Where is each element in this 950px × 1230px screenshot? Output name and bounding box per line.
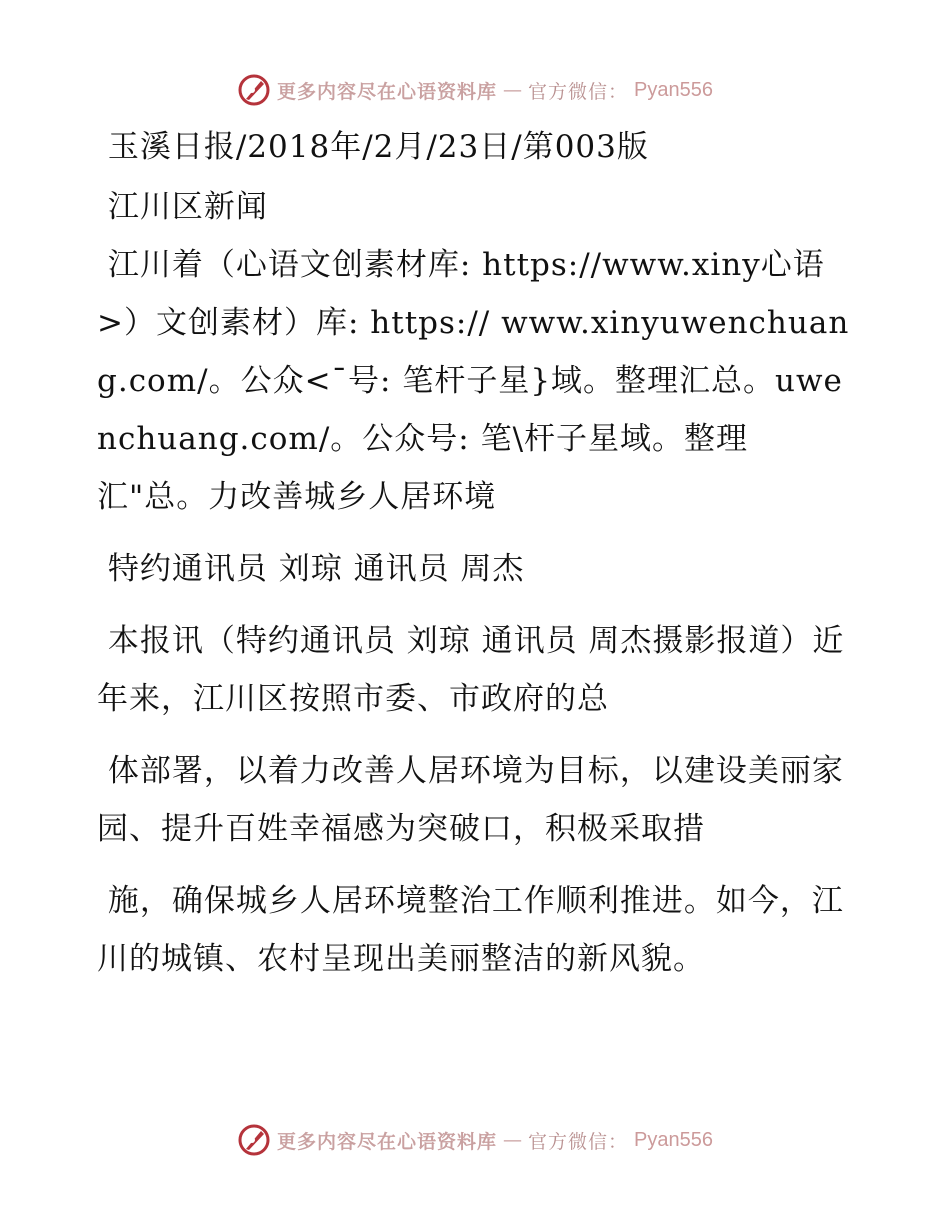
quill-logo-icon bbox=[237, 1123, 271, 1157]
watermark-wechat-label: 官方微信： bbox=[528, 80, 629, 103]
body-paragraph-1: 本报讯（特约通讯员 刘琼 通讯员 周杰摄影报道）近年来，江川区按照市委、市政府的总 bbox=[97, 623, 845, 717]
watermark-wechat-id: Pyan556 bbox=[634, 78, 713, 101]
watermark-separator: — bbox=[503, 1129, 523, 1151]
watermark-wechat-id: Pyan556 bbox=[634, 1128, 713, 1151]
watermark-banner-top bbox=[0, 70, 950, 110]
section-title: 江川区新闻 bbox=[97, 189, 268, 225]
watermark-main-text: 更多内容尽在心语资料库 bbox=[277, 1130, 498, 1153]
quill-logo-icon bbox=[237, 73, 271, 107]
watermark-main-text: 更多内容尽在心语资料库 bbox=[277, 80, 498, 103]
source-line: 玉溪日报/2018年/2月/23日/第003版 bbox=[97, 129, 649, 165]
body-paragraph-2: 体部署，以着力改善人居环境为目标，以建设美丽家园、提升百姓幸福感为突破口，积极采取措 bbox=[97, 753, 844, 847]
body-paragraph-3: 施，确保城乡人居环境整治工作顺利推进。如今，江川的城镇、农村呈现出美丽整洁的新风貌。 bbox=[97, 883, 844, 977]
watermark-separator: — bbox=[503, 79, 523, 101]
article-content bbox=[97, 118, 857, 988]
headline-block: 江川着（心语文创素材库: https://www.xiny心语>）文创素材）库: https:// www.xinyuwenchuang.com/。公众<¯号: 笔杆子星}域。整理汇总。uwenchuang.com/。公众号: 笔\杆子星域。整理汇"总。力改善城乡人居环境 bbox=[97, 247, 850, 515]
watermark-wechat-label: 官方微信： bbox=[528, 1130, 629, 1153]
byline: 特约通讯员 刘琼 通讯员 周杰 bbox=[97, 551, 525, 587]
watermark-banner-bottom bbox=[0, 1120, 950, 1160]
